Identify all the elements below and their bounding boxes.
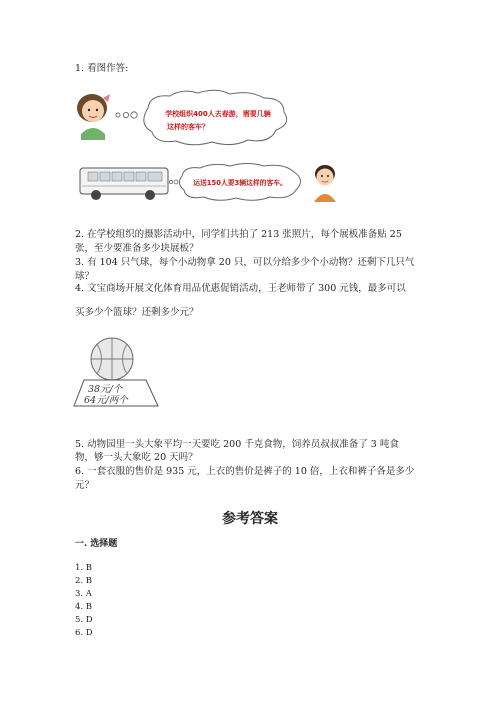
bus-and-boy-illustration [78,160,348,205]
bubble-1-line-1: 学校组织400人去春游，需要几辆 [165,110,271,118]
section-title: 一. 选择题 [75,539,118,549]
answer-item: 2. B [75,576,93,586]
question-6-line-1: 6. 一套衣服的售价是 935 元，上衣的售价是裤子的 10 倍，上衣和裤子各是多少 [75,466,415,477]
basketball-illustration [72,336,167,418]
question-5-line-1: 5. 动物园里一头大象平均一天要吃 200 千克食物，饲养员叔叔准备了 3 吨食 [75,439,399,450]
bubble-1-line-2: 这样的客车？ [167,123,209,131]
answer-title: 参考答案 [222,511,278,527]
question-4-line-2: 买多少个篮球？还剩多少元？ [75,307,199,318]
question-3-line-2: 球？ [75,271,95,282]
answer-item: 1. B [75,563,93,573]
basketball-icon [91,338,133,380]
girl-illustration [70,88,305,148]
price-line-2: 64元/两个 [84,395,128,406]
question-1-label: 1. 看图作答: [75,63,129,74]
answer-item: 6. D [75,628,93,638]
question-6-line-2: 元？ [75,480,95,491]
question-5-line-2: 物，够一头大象吃 20 天吗？ [75,452,198,463]
answer-item: 4. B [75,602,93,612]
question-4-line-1: 4. 文宝商场开展文化体育用品优惠促销活动，王老师带了 300 元钱，最多可以 [75,283,406,294]
answer-item: 5. D [75,615,93,625]
price-line-1: 38元/个 [88,384,123,395]
answer-item: 3. A [75,589,92,599]
question-2-line-2: 张，至少要准备多少块展板？ [75,243,199,254]
question-2-line-1: 2. 在学校组织的摄影活动中，同学们共拍了 213 张照片，每个展板准备贴 25 [75,229,402,240]
bubble-2-text: 运送150人要3辆这样的客车。 [193,179,287,187]
question-3-line-1: 3. 有 104 只气球，每个小动物拿 20 只，可以分给多少个小动物？还剩下几只气 [75,257,415,268]
